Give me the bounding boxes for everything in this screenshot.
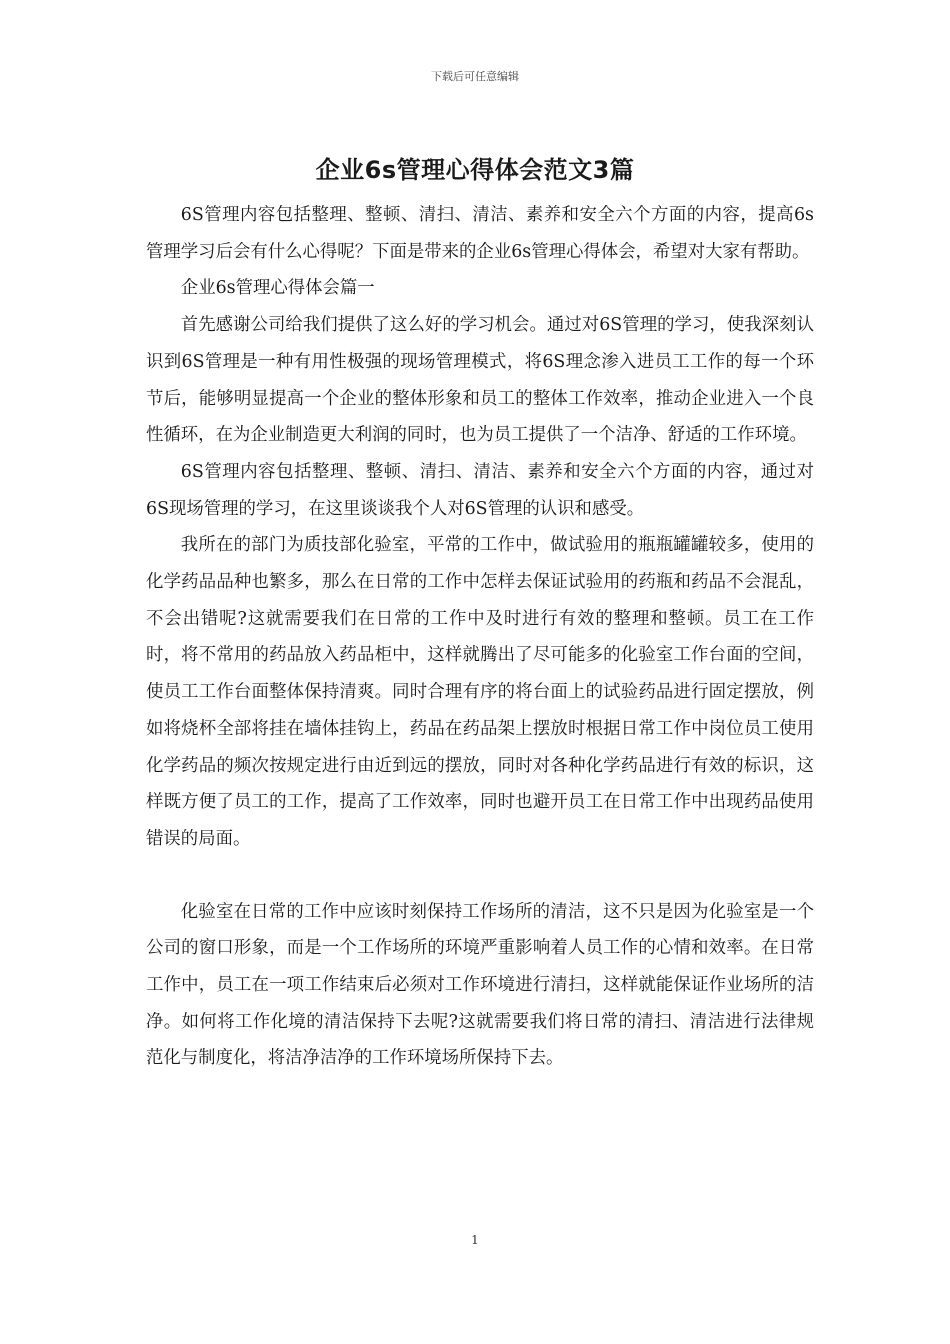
body-paragraph: 我所在的部门为质技部化验室，平常的工作中，做试验用的瓶瓶罐罐较多，使用的化学药品品种也繁多，那么在日常的工作中怎样去保证试验用的药瓶和药品不会混乱，不会出错呢?这就需要我们在日常的工作中及时进行有效的整理和整顿。员工在工作时，将不常用的药品放入药品柜中，这样就腾出了尽可能多的化验室工作台面的空间，使员工工作台面整体保持清爽。同时合理有序的将台面上的试验药品进行固定摆放，例如将烧杯全部将挂在墙体挂钩上，药品在药品架上摆放时根据日常工作中岗位员工使用化学药品的频次按规定进行由近到远的摆放，同时对各种化学药品进行有效的标识，这样既方便了员工的工作，提高了工作效率，同时也避开员工在日常工作中出现药品使用错误的局面。	[146, 535, 814, 849]
document-body	[146, 197, 814, 1077]
body-paragraph: 6S管理内容包括整理、整顿、清扫、清洁、素养和安全六个方面的内容，通过对6S现场管理的学习，在这里谈谈我个人对6S管理的认识和感受。	[146, 461, 814, 519]
page-number: 1	[471, 1233, 479, 1247]
page-header: 下载后可任意编辑	[431, 70, 519, 83]
body-paragraph: 首先感谢公司给我们提供了这么好的学习机会。通过对6S管理的学习，使我深刻认识到6S管理是一种有用性极强的现场管理模式，将6S理念渗入进员工工作的每一个环节后，能够明显提高一个企业的整体形象和员工的整体工作效率，推动企业进入一个良性循环，在为企业制造更大利润的同时，也为员工提供了一个洁净、舒适的工作环境。	[146, 315, 814, 446]
body-paragraph: 化验室在日常的工作中应该时刻保持工作场所的清洁，这不只是因为化验室是一个公司的窗口形象，而是一个工作场所的环境严重影响着人员工作的心情和效率。在日常工作中，员工在一项工作结束后必须对工作环境进行清扫，这样就能保证作业场所的洁净。如何将工作化境的清洁保持下去呢?这就需要我们将日常的清扫、清洁进行法律规范化与制度化，将洁净洁净的工作环境场所保持下去。	[146, 901, 814, 1069]
intro-paragraph: 6S管理内容包括整理、整顿、清扫、清洁、素养和安全六个方面的内容，提高6s管理学习后会有什么心得呢？下面是带来的企业6s管理心得体会，希望对大家有帮助。	[146, 205, 814, 262]
section-heading: 企业6s管理心得体会篇一	[180, 278, 375, 299]
document-title: 企业6s管理心得体会范文3篇	[315, 156, 635, 184]
